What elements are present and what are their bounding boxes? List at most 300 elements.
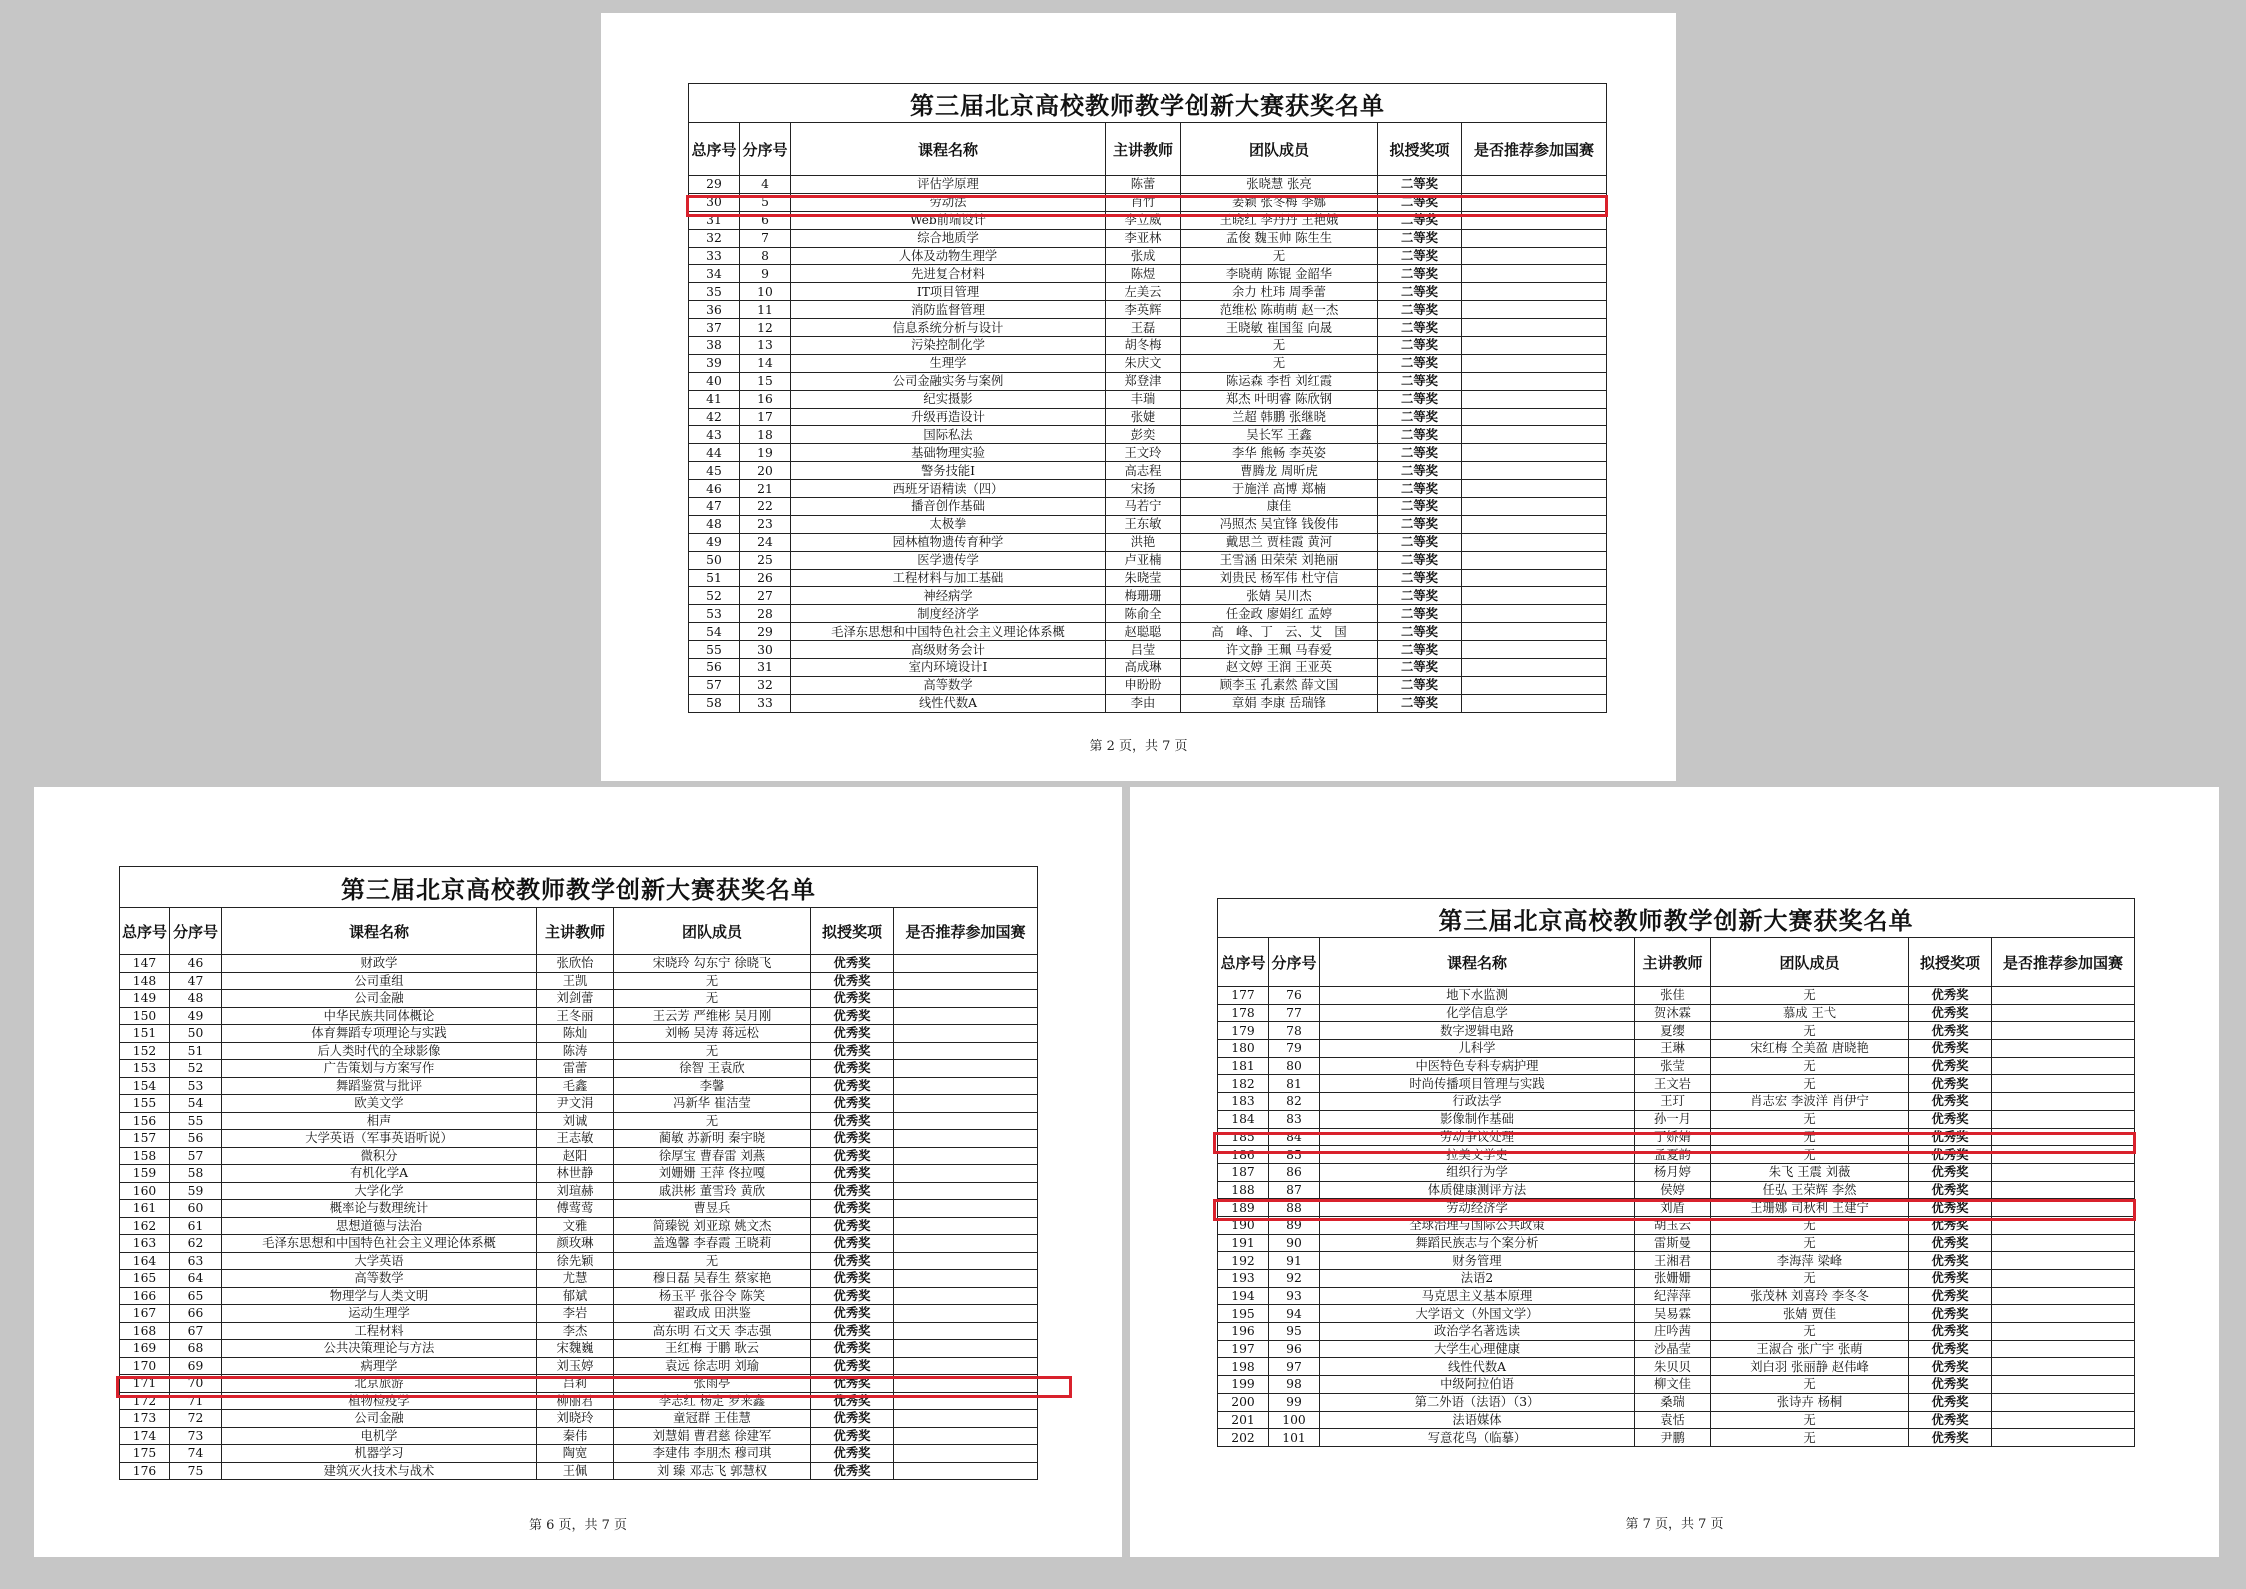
cell-award: 优秀奖	[811, 1095, 894, 1113]
cell-sub-no: 16	[740, 390, 791, 408]
cell-team: 童冠群 王佳慧	[614, 1410, 811, 1428]
cell-national	[894, 1235, 1038, 1253]
cell-sub-no: 57	[170, 1147, 222, 1165]
cell-lecturer: 王文岩	[1635, 1075, 1711, 1093]
cell-total-no: 47	[689, 498, 740, 516]
cell-national	[1462, 515, 1607, 533]
cell-course: 基础物理实验	[791, 444, 1106, 462]
cell-lecturer: 杨月婷	[1635, 1163, 1711, 1181]
cell-course: 地下水监测	[1320, 987, 1635, 1005]
cell-lecturer: 张欣怡	[537, 955, 614, 973]
cell-award: 二等奖	[1378, 337, 1462, 355]
cell-total-no: 52	[689, 587, 740, 605]
table-row	[689, 337, 1607, 355]
cell-sub-no: 32	[740, 676, 791, 694]
cell-sub-no: 9	[740, 265, 791, 283]
cell-award: 优秀奖	[811, 1287, 894, 1305]
cell-award: 二等奖	[1378, 498, 1462, 516]
table-row	[120, 990, 1038, 1008]
cell-sub-no: 75	[170, 1462, 222, 1480]
cell-team: 无	[1711, 1075, 1909, 1093]
table-row	[120, 1287, 1038, 1305]
cell-total-no: 199	[1218, 1376, 1269, 1394]
cell-award: 优秀奖	[1909, 1057, 1992, 1075]
table-row	[689, 641, 1607, 659]
cell-award: 二等奖	[1378, 211, 1462, 229]
cell-sub-no: 53	[170, 1077, 222, 1095]
cell-team: 刘姗姗 王萍 佟拉嘎	[614, 1165, 811, 1183]
table-row	[689, 515, 1607, 533]
cell-lecturer: 高成琳	[1106, 659, 1181, 677]
cell-award: 二等奖	[1378, 229, 1462, 247]
cell-lecturer: 高志程	[1106, 462, 1181, 480]
table-row	[1218, 1305, 2135, 1323]
cell-course: 升级再造设计	[791, 408, 1106, 426]
cell-total-no: 147	[120, 955, 170, 973]
cell-course: 物理学与人类文明	[222, 1287, 537, 1305]
col-header-course: 课程名称	[222, 908, 537, 955]
cell-award: 二等奖	[1378, 372, 1462, 390]
cell-team: 无	[1181, 337, 1378, 355]
table-row	[689, 301, 1607, 319]
cell-award: 优秀奖	[1909, 1234, 1992, 1252]
cell-course: 化学信息学	[1320, 1004, 1635, 1022]
cell-lecturer: 李岩	[537, 1305, 614, 1323]
cell-national	[894, 1445, 1038, 1463]
cell-team: 无	[614, 1112, 811, 1130]
cell-lecturer: 颜玫琳	[537, 1235, 614, 1253]
cell-award: 优秀奖	[1909, 1199, 1992, 1217]
cell-team: 穆日磊 吴春生 蔡家艳	[614, 1270, 811, 1288]
cell-national	[1462, 480, 1607, 498]
col-header-total-no: 总序号	[120, 908, 170, 955]
cell-award: 优秀奖	[811, 1340, 894, 1358]
cell-award: 优秀奖	[811, 1042, 894, 1060]
cell-team: 高东明 石文天 李志强	[614, 1322, 811, 1340]
cell-national	[1992, 1022, 2135, 1040]
cell-total-no: 57	[689, 676, 740, 694]
cell-total-no: 170	[120, 1357, 170, 1375]
cell-team: 王云芳 严维彬 吴月刚	[614, 1007, 811, 1025]
cell-total-no: 55	[689, 641, 740, 659]
cell-national	[1462, 641, 1607, 659]
cell-award: 优秀奖	[811, 990, 894, 1008]
cell-lecturer: 马若宁	[1106, 498, 1181, 516]
col-header-national: 是否推荐参加国赛	[1992, 938, 2135, 987]
cell-team: 杨玉平 张谷令 陈笑	[614, 1287, 811, 1305]
cell-course: 毛泽东思想和中国特色社会主义理论体系概	[791, 623, 1106, 641]
cell-total-no: 197	[1218, 1340, 1269, 1358]
cell-course: 舞蹈民族志与个案分析	[1320, 1234, 1635, 1252]
cell-team: 无	[1711, 1270, 1909, 1288]
cell-lecturer: 刘瑄赫	[537, 1182, 614, 1200]
cell-national	[1992, 1110, 2135, 1128]
cell-sub-no: 11	[740, 301, 791, 319]
cell-course: 体育舞蹈专项理论与实践	[222, 1025, 537, 1043]
table-row	[689, 587, 1607, 605]
cell-team: 张茂林 刘喜玲 李冬冬	[1711, 1287, 1909, 1305]
cell-team: 徐厚宝 曹春雷 刘燕	[614, 1147, 811, 1165]
cell-lecturer: 胡玉云	[1635, 1216, 1711, 1234]
cell-course: 广告策划与方案写作	[222, 1060, 537, 1078]
table-row	[120, 1025, 1038, 1043]
cell-team: 无	[1711, 1429, 1909, 1447]
cell-total-no: 56	[689, 659, 740, 677]
cell-lecturer: 刘诚	[537, 1112, 614, 1130]
cell-award: 优秀奖	[811, 955, 894, 973]
cell-team: 王晓红 李丹丹 王艳娥	[1181, 211, 1378, 229]
cell-course: 植物检疫学	[222, 1392, 537, 1410]
cell-national	[1462, 283, 1607, 301]
cell-national	[894, 1007, 1038, 1025]
cell-award: 二等奖	[1378, 390, 1462, 408]
cell-course: 线性代数A	[791, 694, 1106, 712]
document-page-2	[601, 13, 1676, 781]
page-footer: 第 6 页，共 7 页	[528, 1518, 628, 1533]
cell-national	[1992, 1252, 2135, 1270]
cell-course: 数字逻辑电路	[1320, 1022, 1635, 1040]
cell-team: 吴长军 王鑫	[1181, 426, 1378, 444]
cell-team: 无	[1181, 247, 1378, 265]
cell-course: 线性代数A	[1320, 1358, 1635, 1376]
cell-course: 中医特色专科专病护理	[1320, 1057, 1635, 1075]
cell-total-no: 53	[689, 605, 740, 623]
cell-total-no: 198	[1218, 1358, 1269, 1376]
cell-course: 体质健康测评方法	[1320, 1181, 1635, 1199]
cell-lecturer: 左美云	[1106, 283, 1181, 301]
cell-lecturer: 梅珊珊	[1106, 587, 1181, 605]
col-header-lecturer: 主讲教师	[537, 908, 614, 955]
table-row	[689, 229, 1607, 247]
cell-lecturer: 刘盾	[1635, 1199, 1711, 1217]
cell-national	[1462, 551, 1607, 569]
cell-course: 国际私法	[791, 426, 1106, 444]
cell-national	[1992, 987, 2135, 1005]
cell-national	[1462, 372, 1607, 390]
cell-award: 优秀奖	[1909, 1128, 1992, 1146]
cell-course: 工程材料与加工基础	[791, 569, 1106, 587]
table-row	[689, 480, 1607, 498]
cell-national	[894, 1322, 1038, 1340]
cell-team: 无	[1711, 1128, 1909, 1146]
cell-course: 时尚传播项目管理与实践	[1320, 1075, 1635, 1093]
cell-sub-no: 13	[740, 337, 791, 355]
cell-award: 优秀奖	[1909, 1252, 1992, 1270]
cell-course: 思想道德与法治	[222, 1217, 537, 1235]
cell-course: 法语2	[1320, 1270, 1635, 1288]
cell-total-no: 171	[120, 1375, 170, 1393]
cell-award: 优秀奖	[811, 1322, 894, 1340]
table-row	[689, 283, 1607, 301]
cell-team: 戴思兰 贾桂霞 黄河	[1181, 533, 1378, 551]
col-header-team: 团队成员	[1711, 938, 1909, 987]
cell-team: 无	[614, 1252, 811, 1270]
cell-award: 优秀奖	[1909, 1093, 1992, 1111]
cell-course: 概率论与数理统计	[222, 1200, 537, 1218]
cell-team: 张婧 吴川杰	[1181, 587, 1378, 605]
cell-sub-no: 71	[170, 1392, 222, 1410]
cell-sub-no: 62	[170, 1235, 222, 1253]
cell-team: 宋红梅 仝美盈 唐晓艳	[1711, 1040, 1909, 1058]
cell-sub-no: 21	[740, 480, 791, 498]
cell-sub-no: 80	[1269, 1057, 1320, 1075]
cell-course: 建筑灭火技术与战术	[222, 1462, 537, 1480]
cell-total-no: 43	[689, 426, 740, 444]
cell-total-no: 190	[1218, 1216, 1269, 1234]
cell-national	[1992, 1376, 2135, 1394]
table-row	[689, 498, 1607, 516]
table-row	[1218, 1022, 2135, 1040]
cell-sub-no: 24	[740, 533, 791, 551]
cell-course: 纪实摄影	[791, 390, 1106, 408]
cell-lecturer: 夏缨	[1635, 1022, 1711, 1040]
cell-lecturer: 刘玉婷	[537, 1357, 614, 1375]
cell-sub-no: 58	[170, 1165, 222, 1183]
cell-award: 二等奖	[1378, 265, 1462, 283]
cell-team: 高 峰、丁 云、艾 国	[1181, 623, 1378, 641]
cell-course: 公共决策理论与方法	[222, 1340, 537, 1358]
cell-sub-no: 54	[170, 1095, 222, 1113]
cell-lecturer: 王湘君	[1635, 1252, 1711, 1270]
cell-award: 优秀奖	[1909, 1376, 1992, 1394]
cell-sub-no: 4	[740, 176, 791, 194]
cell-lecturer: 柳丽君	[537, 1392, 614, 1410]
cell-sub-no: 67	[170, 1322, 222, 1340]
cell-course: 全球治理与国际公共政策	[1320, 1216, 1635, 1234]
highlight-box	[686, 195, 1608, 217]
cell-sub-no: 85	[1269, 1146, 1320, 1164]
cell-team: 无	[1711, 1323, 1909, 1341]
cell-national	[894, 1410, 1038, 1428]
cell-total-no: 37	[689, 319, 740, 337]
cell-lecturer: 陈煜	[1106, 265, 1181, 283]
cell-award: 优秀奖	[811, 1357, 894, 1375]
cell-total-no: 189	[1218, 1199, 1269, 1217]
cell-total-no: 46	[689, 480, 740, 498]
cell-award: 二等奖	[1378, 676, 1462, 694]
cell-sub-no: 27	[740, 587, 791, 605]
cell-total-no: 167	[120, 1305, 170, 1323]
cell-sub-no: 31	[740, 659, 791, 677]
cell-lecturer: 郁斌	[537, 1287, 614, 1305]
cell-sub-no: 90	[1269, 1234, 1320, 1252]
cell-lecturer: 陈灿	[537, 1025, 614, 1043]
table-row	[120, 1130, 1038, 1148]
cell-team: 王晓敏 崔国玺 向晟	[1181, 319, 1378, 337]
cell-national	[1462, 498, 1607, 516]
cell-national	[1462, 390, 1607, 408]
cell-sub-no: 30	[740, 641, 791, 659]
cell-national	[1992, 1411, 2135, 1429]
cell-total-no: 148	[120, 972, 170, 990]
cell-total-no: 39	[689, 354, 740, 372]
cell-total-no: 156	[120, 1112, 170, 1130]
cell-course: 室内环境设计Ⅰ	[791, 659, 1106, 677]
cell-sub-no: 26	[740, 569, 791, 587]
awards-table	[1217, 898, 2135, 1447]
cell-team: 顾李玉 孔素然 薛文国	[1181, 676, 1378, 694]
cell-award: 二等奖	[1378, 444, 1462, 462]
cell-national	[1462, 444, 1607, 462]
cell-lecturer: 刘剑蕾	[537, 990, 614, 1008]
cell-award: 优秀奖	[1909, 1305, 1992, 1323]
cell-award: 优秀奖	[1909, 987, 1992, 1005]
cell-sub-no: 33	[740, 694, 791, 712]
cell-sub-no: 68	[170, 1340, 222, 1358]
cell-total-no: 187	[1218, 1163, 1269, 1181]
cell-team: 孟俊 魏玉帅 陈生生	[1181, 229, 1378, 247]
cell-lecturer: 傅莺莺	[537, 1200, 614, 1218]
cell-award: 优秀奖	[811, 1305, 894, 1323]
cell-award: 优秀奖	[811, 1462, 894, 1480]
cell-sub-no: 66	[170, 1305, 222, 1323]
table-row	[689, 694, 1607, 712]
cell-national	[894, 1305, 1038, 1323]
awards-table	[688, 83, 1607, 713]
cell-sub-no: 47	[170, 972, 222, 990]
cell-sub-no: 15	[740, 372, 791, 390]
cell-national	[894, 1287, 1038, 1305]
cell-national	[1462, 319, 1607, 337]
cell-award: 二等奖	[1378, 605, 1462, 623]
cell-lecturer: 李杰	[537, 1322, 614, 1340]
cell-course: IT项目管理	[791, 283, 1106, 301]
cell-total-no: 181	[1218, 1057, 1269, 1075]
cell-national	[1992, 1004, 2135, 1022]
cell-award: 优秀奖	[1909, 1358, 1992, 1376]
cell-course: 太极拳	[791, 515, 1106, 533]
cell-lecturer: 孟夏韵	[1635, 1146, 1711, 1164]
cell-lecturer: 宋魏巍	[537, 1340, 614, 1358]
cell-award: 优秀奖	[1909, 1429, 1992, 1447]
cell-sub-no: 18	[740, 426, 791, 444]
table-row	[120, 1270, 1038, 1288]
cell-national	[894, 1060, 1038, 1078]
cell-sub-no: 59	[170, 1182, 222, 1200]
table-row	[1218, 1110, 2135, 1128]
cell-lecturer: 王冬丽	[537, 1007, 614, 1025]
cell-total-no: 151	[120, 1025, 170, 1043]
cell-lecturer: 尤慧	[537, 1270, 614, 1288]
cell-national	[894, 972, 1038, 990]
cell-national	[1462, 569, 1607, 587]
cell-sub-no: 89	[1269, 1216, 1320, 1234]
cell-team: 刘贵民 杨军伟 杜守信	[1181, 569, 1378, 587]
cell-course: 人体及动物生理学	[791, 247, 1106, 265]
cell-team: 王珊娜 司秋利 王建宁	[1711, 1199, 1909, 1217]
cell-sub-no: 91	[1269, 1252, 1320, 1270]
cell-course: 拉美文学史	[1320, 1146, 1635, 1164]
cell-sub-no: 5	[740, 193, 791, 211]
cell-total-no: 35	[689, 283, 740, 301]
table-row	[689, 319, 1607, 337]
cell-award: 二等奖	[1378, 283, 1462, 301]
cell-team: 曹腾龙 周昕虎	[1181, 462, 1378, 480]
cell-sub-no: 94	[1269, 1305, 1320, 1323]
cell-course: 运动生理学	[222, 1305, 537, 1323]
cell-team: 翟政成 田洪鉴	[614, 1305, 811, 1323]
cell-sub-no: 60	[170, 1200, 222, 1218]
cell-national	[1462, 337, 1607, 355]
cell-lecturer: 彭奕	[1106, 426, 1181, 444]
cell-national	[1462, 176, 1607, 194]
cell-award: 二等奖	[1378, 193, 1462, 211]
cell-award: 二等奖	[1378, 319, 1462, 337]
cell-course: 行政法学	[1320, 1093, 1635, 1111]
table-row	[689, 605, 1607, 623]
cell-lecturer: 李由	[1106, 694, 1181, 712]
cell-course: 后人类时代的全球影像	[222, 1042, 537, 1060]
cell-lecturer: 桑瑞	[1635, 1393, 1711, 1411]
table-row	[120, 1445, 1038, 1463]
document-page-6	[34, 787, 1122, 1557]
cell-national	[1462, 229, 1607, 247]
cell-course: 评估学原理	[791, 176, 1106, 194]
cell-total-no: 58	[689, 694, 740, 712]
col-header-lecturer: 主讲教师	[1106, 123, 1181, 176]
cell-total-no: 195	[1218, 1305, 1269, 1323]
cell-lecturer: 李立威	[1106, 211, 1181, 229]
cell-award: 优秀奖	[1909, 1022, 1992, 1040]
cell-lecturer: 林世静	[537, 1165, 614, 1183]
cell-total-no: 165	[120, 1270, 170, 1288]
cell-course: 中级阿拉伯语	[1320, 1376, 1635, 1394]
cell-team: 刘畅 吴涛 蒋远松	[614, 1025, 811, 1043]
cell-team: 李华 熊畅 李英姿	[1181, 444, 1378, 462]
cell-award: 优秀奖	[811, 972, 894, 990]
cell-award: 优秀奖	[811, 1445, 894, 1463]
cell-sub-no: 49	[170, 1007, 222, 1025]
col-header-total-no: 总序号	[689, 123, 740, 176]
cell-total-no: 164	[120, 1252, 170, 1270]
cell-course: 北京旅游	[222, 1375, 537, 1393]
cell-total-no: 185	[1218, 1128, 1269, 1146]
cell-course: 有机化学A	[222, 1165, 537, 1183]
cell-team: 王红梅 于鹏 耿云	[614, 1340, 811, 1358]
cell-lecturer: 朱晓莹	[1106, 569, 1181, 587]
cell-lecturer: 纪萍萍	[1635, 1287, 1711, 1305]
cell-team: 无	[1711, 1146, 1909, 1164]
cell-team: 于施洋 高博 郑楠	[1181, 480, 1378, 498]
cell-total-no: 200	[1218, 1393, 1269, 1411]
cell-course: 生理学	[791, 354, 1106, 372]
cell-team: 任弘 王荣辉 李然	[1711, 1181, 1909, 1199]
table-row	[689, 408, 1607, 426]
table-row	[1218, 1358, 2135, 1376]
cell-total-no: 172	[120, 1392, 170, 1410]
highlight-box	[1213, 1132, 2136, 1154]
cell-national	[1992, 1323, 2135, 1341]
cell-national	[1992, 1429, 2135, 1447]
cell-award: 优秀奖	[1909, 1340, 1992, 1358]
cell-total-no: 196	[1218, 1323, 1269, 1341]
cell-sub-no: 88	[1269, 1199, 1320, 1217]
cell-award: 优秀奖	[1909, 1287, 1992, 1305]
cell-course: 舞蹈鉴赏与批评	[222, 1077, 537, 1095]
table-row	[689, 426, 1607, 444]
cell-lecturer: 陈蕾	[1106, 176, 1181, 194]
cell-course: 儿科学	[1320, 1040, 1635, 1058]
cell-lecturer: 宋扬	[1106, 480, 1181, 498]
cell-total-no: 149	[120, 990, 170, 1008]
cell-national	[1992, 1393, 2135, 1411]
cell-lecturer: 王琳	[1635, 1040, 1711, 1058]
table-row	[689, 533, 1607, 551]
cell-award: 优秀奖	[811, 1007, 894, 1025]
cell-total-no: 48	[689, 515, 740, 533]
cell-national	[1462, 623, 1607, 641]
cell-award: 优秀奖	[811, 1427, 894, 1445]
